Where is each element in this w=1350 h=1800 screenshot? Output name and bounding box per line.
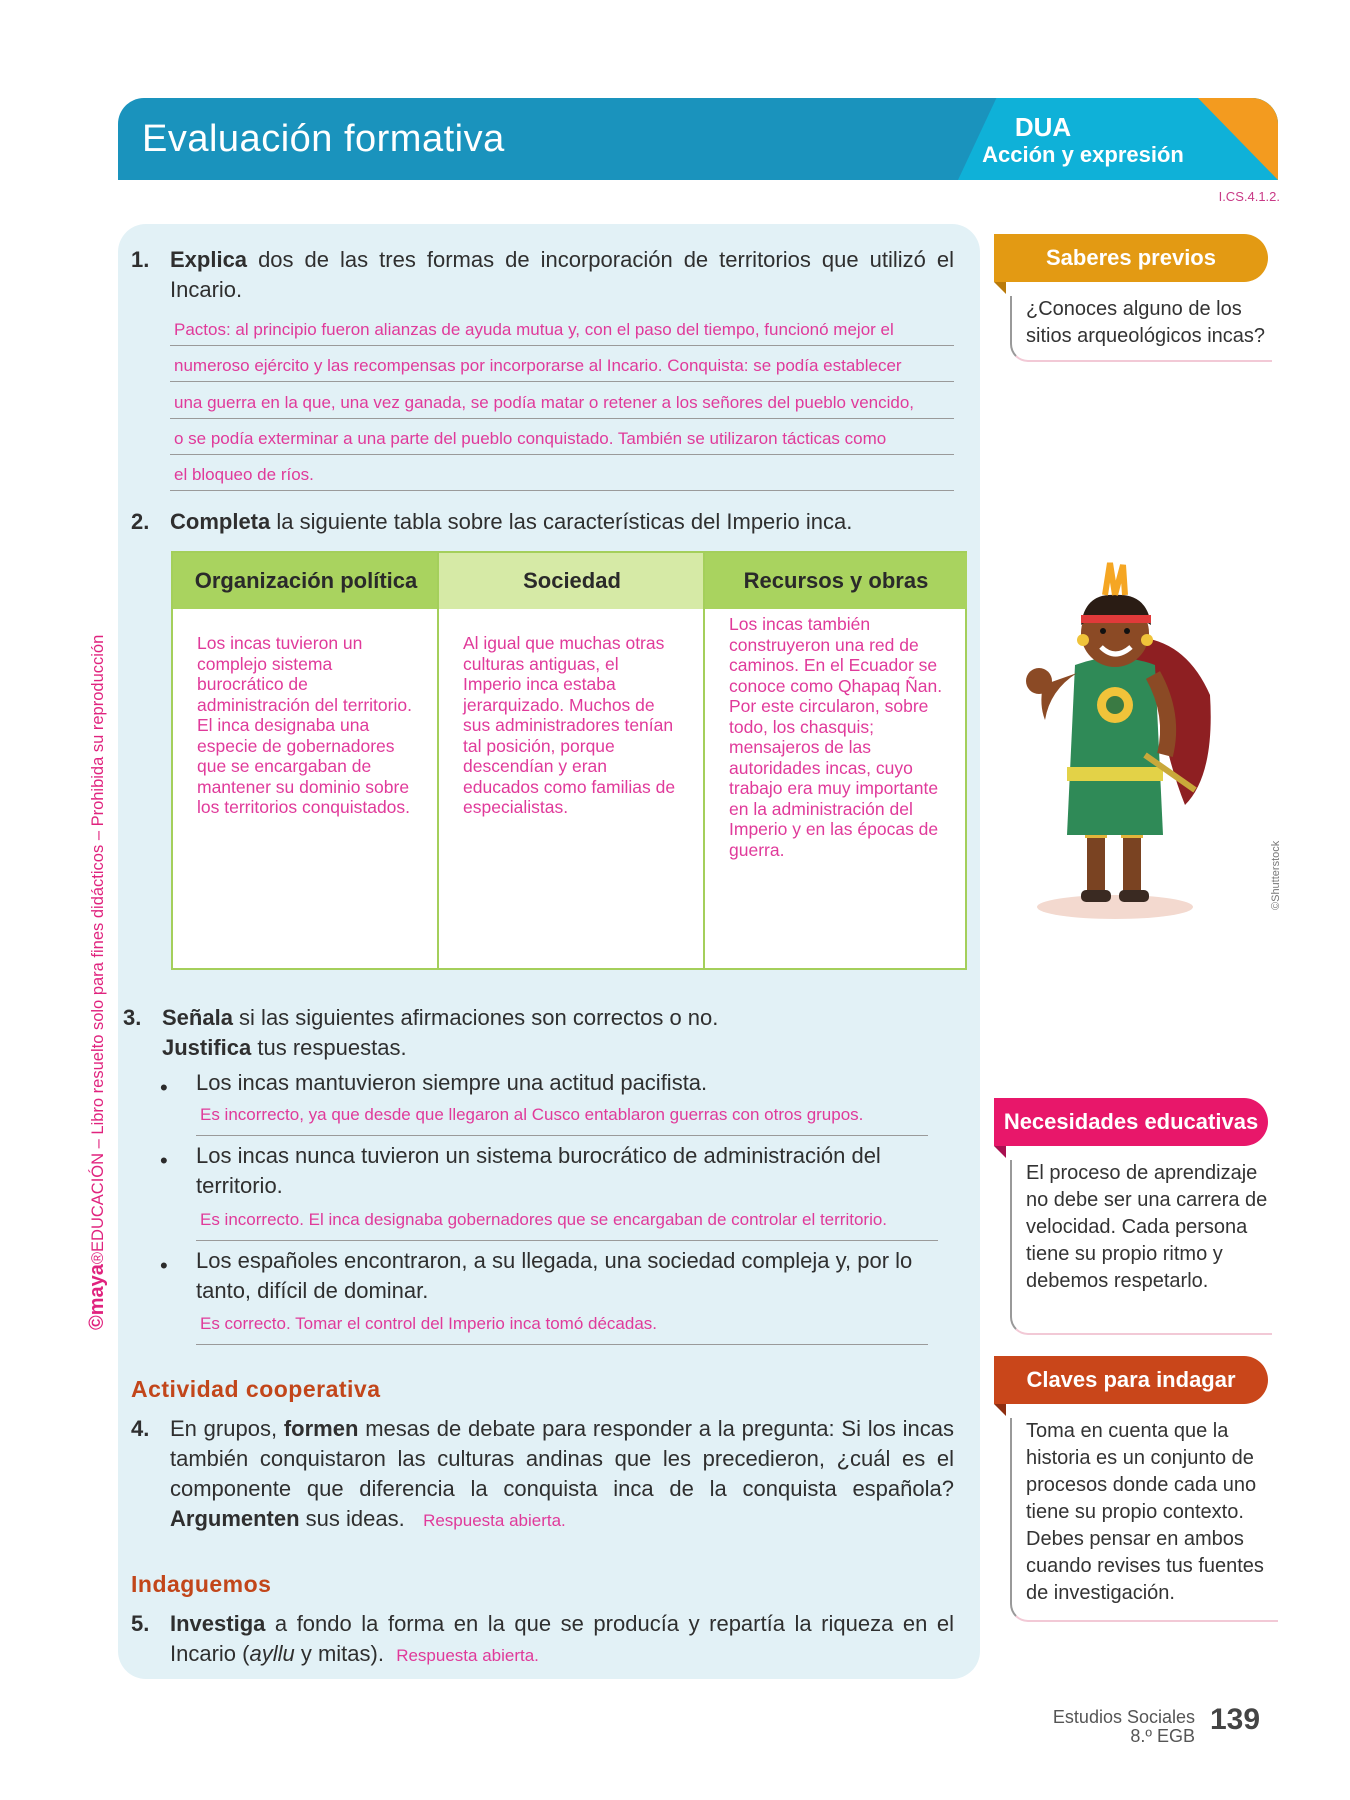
copyright-text: ®EDUCACIÓN – Libro resuelto solo para fines didácticos – Prohibida su reproducción xyxy=(89,634,107,1265)
q5-verb: Investiga xyxy=(170,1611,266,1636)
inca-characteristics-table xyxy=(171,551,967,970)
claves-para-indagar-tab: Claves para indagar xyxy=(994,1356,1268,1404)
header-band xyxy=(118,98,1278,180)
q1-number: 1. xyxy=(131,247,150,272)
necesidades-educativas-box: El proceso de aprendizaje no debe ser una carrera de velocidad. Cada persona tiene su propio ritmo y debemos respetarlo. xyxy=(1010,1160,1272,1335)
q3-statement: Los españoles encontraron, a su llegada, una sociedad compleja y, por lo tanto, difícil de dominar. xyxy=(196,1248,913,1303)
table-header-sociedad: Sociedad xyxy=(439,553,705,609)
footer-subject: Estudios Sociales xyxy=(1052,1707,1195,1727)
q4-verb: formen xyxy=(283,1416,359,1441)
q1-prompt xyxy=(170,245,954,305)
q5-answer: Respuesta abierta. xyxy=(396,1646,539,1665)
table-header-recursos: Recursos y obras xyxy=(705,553,967,609)
q5-italic: ayllu xyxy=(249,1641,295,1666)
q4-pre: En grupos, xyxy=(170,1416,284,1441)
q3-verb: Señala xyxy=(162,1005,233,1030)
page-title: Evaluación formativa xyxy=(142,118,505,160)
q5-prompt xyxy=(170,1609,954,1671)
copyright-brand: ©maya xyxy=(86,1264,108,1330)
q4-answer: Respuesta abierta. xyxy=(423,1511,566,1530)
q1-text: dos de las tres formas de incorporación de territorios que utilizó el Incario. xyxy=(170,247,954,302)
q2-number: 2. xyxy=(131,509,150,534)
inca-warrior-illustration xyxy=(1015,555,1245,925)
q1-answer-line: una guerra en la que, una vez ganada, se podía matar o retener a los señores del pueblo vencido, xyxy=(170,383,954,419)
table-cell-sociedad: Al igual que muchas otras culturas antiguas, el Imperio inca estaba jerarquizado. Muchos de sus administradores tenían tal posición, porque descendían y eran educados como familias de especialistas. xyxy=(463,633,676,817)
q3-number: 3. xyxy=(123,1005,142,1030)
q5-text2: y mitas). xyxy=(294,1641,384,1666)
q1-answer-line: numeroso ejército y las recompensas por incorporarse al Incario. Conquista: se podía establecer xyxy=(170,346,954,382)
table-cell-politica: Los incas tuvieron un complejo sistema burocrático de administración del territorio. El inca designaba una especie de gobernadores que se encargaban de mantener su dominio sobre los territorios conquistados. xyxy=(197,633,412,817)
q4-prompt xyxy=(170,1414,954,1536)
q3-statement: Los incas mantuvieron siempre una actitud pacifista. xyxy=(196,1070,708,1095)
q1-answer-line: o se podía exterminar a una parte del pueblo conquistado. También se utilizaron tácticas como xyxy=(170,419,954,455)
footer-grade: 8.º EGB xyxy=(1130,1726,1195,1746)
saberes-previos-box: ¿Conoces alguno de los sitios arqueológicos incas? xyxy=(1010,296,1272,362)
q2-verb: Completa xyxy=(170,509,271,534)
q2-text: la siguiente tabla sobre las características del Imperio inca. xyxy=(270,509,853,534)
q2-prompt xyxy=(170,507,954,537)
q4-text2: sus ideas. xyxy=(299,1506,405,1531)
dua-subtitle: Acción y expresión xyxy=(982,142,1184,167)
bullet-icon: • xyxy=(160,1148,168,1173)
page-number: 139 xyxy=(1210,1703,1261,1736)
copyright-vertical xyxy=(86,635,109,1330)
saberes-previos-tab: Saberes previos xyxy=(994,234,1268,282)
section-actividad-cooperativa: Actividad cooperativa xyxy=(131,1376,381,1402)
dua-label: DUA xyxy=(1014,112,1072,142)
q3-answer: Es incorrecto, ya que desde que llegaron al Cusco entablaron guerras con otros grupos. xyxy=(196,1095,928,1136)
q3-verb2: Justifica xyxy=(162,1035,252,1060)
q4-verb2: Argumenten xyxy=(170,1506,300,1531)
section-indaguemos: Indaguemos xyxy=(131,1571,272,1597)
q1-answer-line: Pactos: al principio fueron alianzas de ayuda mutua y, con el paso del tiempo, funcionó mejor el xyxy=(170,310,954,346)
indicator-code: I.CS.4.1.2. xyxy=(1218,189,1280,204)
bullet-icon: • xyxy=(160,1253,168,1278)
q3-text2: tus respuestas. xyxy=(251,1035,407,1060)
table-header-politica: Organización política xyxy=(173,553,439,609)
q3-text: si las siguientes afirmaciones son correctos o no. xyxy=(232,1005,719,1030)
q3-statement: Los incas nunca tuvieron un sistema burocrático de administración del territorio. xyxy=(196,1143,881,1198)
claves-para-indagar-box: Toma en cuenta que la historia es un conjunto de procesos donde cada uno tiene su propio contexto. Debes pensar en ambos cuando revises tus fuentes de investigación. xyxy=(1010,1418,1278,1622)
q3-answer: Es correcto. Tomar el control del Imperio inca tomó décadas. xyxy=(196,1304,928,1345)
q3-prompt xyxy=(162,1003,954,1063)
q1-verb: Explica xyxy=(170,247,248,272)
q5-text: a fondo la forma en la que se producía y repartía la riqueza en el Incario ( xyxy=(170,1611,954,1666)
bullet-icon: • xyxy=(160,1075,168,1100)
q1-answer-line: el bloqueo de ríos. xyxy=(170,455,954,491)
q4-text: mesas de debate para responder a la pregunta: Si los incas también conquistaron las culturas andinas que les precedieron, ¿cuál es el componente que diferencia la conquista inca de la conquista española? xyxy=(170,1416,954,1501)
q4-number: 4. xyxy=(131,1416,150,1441)
table-cell-recursos: Los incas también construyeron una red de caminos. En el Ecuador se conoce como Qhapaq Ñan. Por este circularon, sobre todo, los chasquis; mensajeros de las autoridades incas, cuyo trabajo era muy importante en la administración del Imperio y en las épocas de guerra. xyxy=(729,614,943,860)
footer-subject-block xyxy=(1053,1708,1195,1746)
q3-answer: Es incorrecto. El inca designaba gobernadores que se encargaban de controlar el territorio. xyxy=(196,1200,938,1241)
image-credit: ©Shutterstock xyxy=(1270,840,1282,910)
necesidades-educativas-tab: Necesidades educativas xyxy=(994,1098,1268,1146)
q5-number: 5. xyxy=(131,1611,150,1636)
